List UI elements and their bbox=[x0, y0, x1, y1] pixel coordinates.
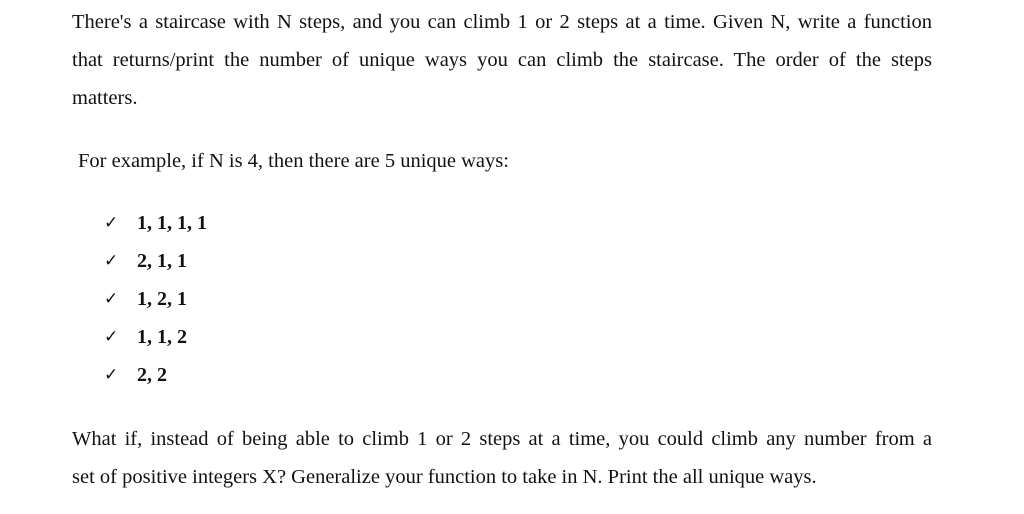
way-text: 1, 2, 1 bbox=[137, 287, 187, 310]
list-item bbox=[104, 318, 207, 356]
list-item bbox=[104, 356, 207, 394]
example-paragraph: For example, if N is 4, then there are 5 unique ways: bbox=[78, 150, 509, 172]
ways-list bbox=[104, 204, 207, 394]
intro-line: that returns/print the number of unique ways you can climb the staircase. The order of the steps bbox=[72, 49, 932, 71]
check-icon: ✓ bbox=[104, 289, 119, 309]
way-text: 2, 1, 1 bbox=[137, 249, 187, 272]
list-item bbox=[104, 204, 207, 242]
check-icon: ✓ bbox=[104, 365, 119, 385]
way-text: 2, 2 bbox=[137, 363, 167, 386]
check-icon: ✓ bbox=[104, 213, 119, 233]
generalization-paragraph bbox=[72, 420, 932, 496]
generalization-line: What if, instead of being able to climb 1 or 2 steps at a time, you could climb any number from a bbox=[72, 428, 932, 450]
intro-line: There's a staircase with N steps, and you can climb 1 or 2 steps at a time. Given N, write a function bbox=[72, 11, 932, 33]
list-item bbox=[104, 280, 207, 318]
way-text: 1, 1, 1, 1 bbox=[137, 211, 207, 234]
list-item bbox=[104, 242, 207, 280]
way-text: 1, 1, 2 bbox=[137, 325, 187, 348]
check-icon: ✓ bbox=[104, 327, 119, 347]
generalization-line: set of positive integers X? Generalize your function to take in N. Print the all unique ways. bbox=[72, 466, 817, 488]
intro-line: matters. bbox=[72, 87, 138, 109]
problem-intro-paragraph bbox=[72, 3, 932, 117]
check-icon: ✓ bbox=[104, 251, 119, 271]
